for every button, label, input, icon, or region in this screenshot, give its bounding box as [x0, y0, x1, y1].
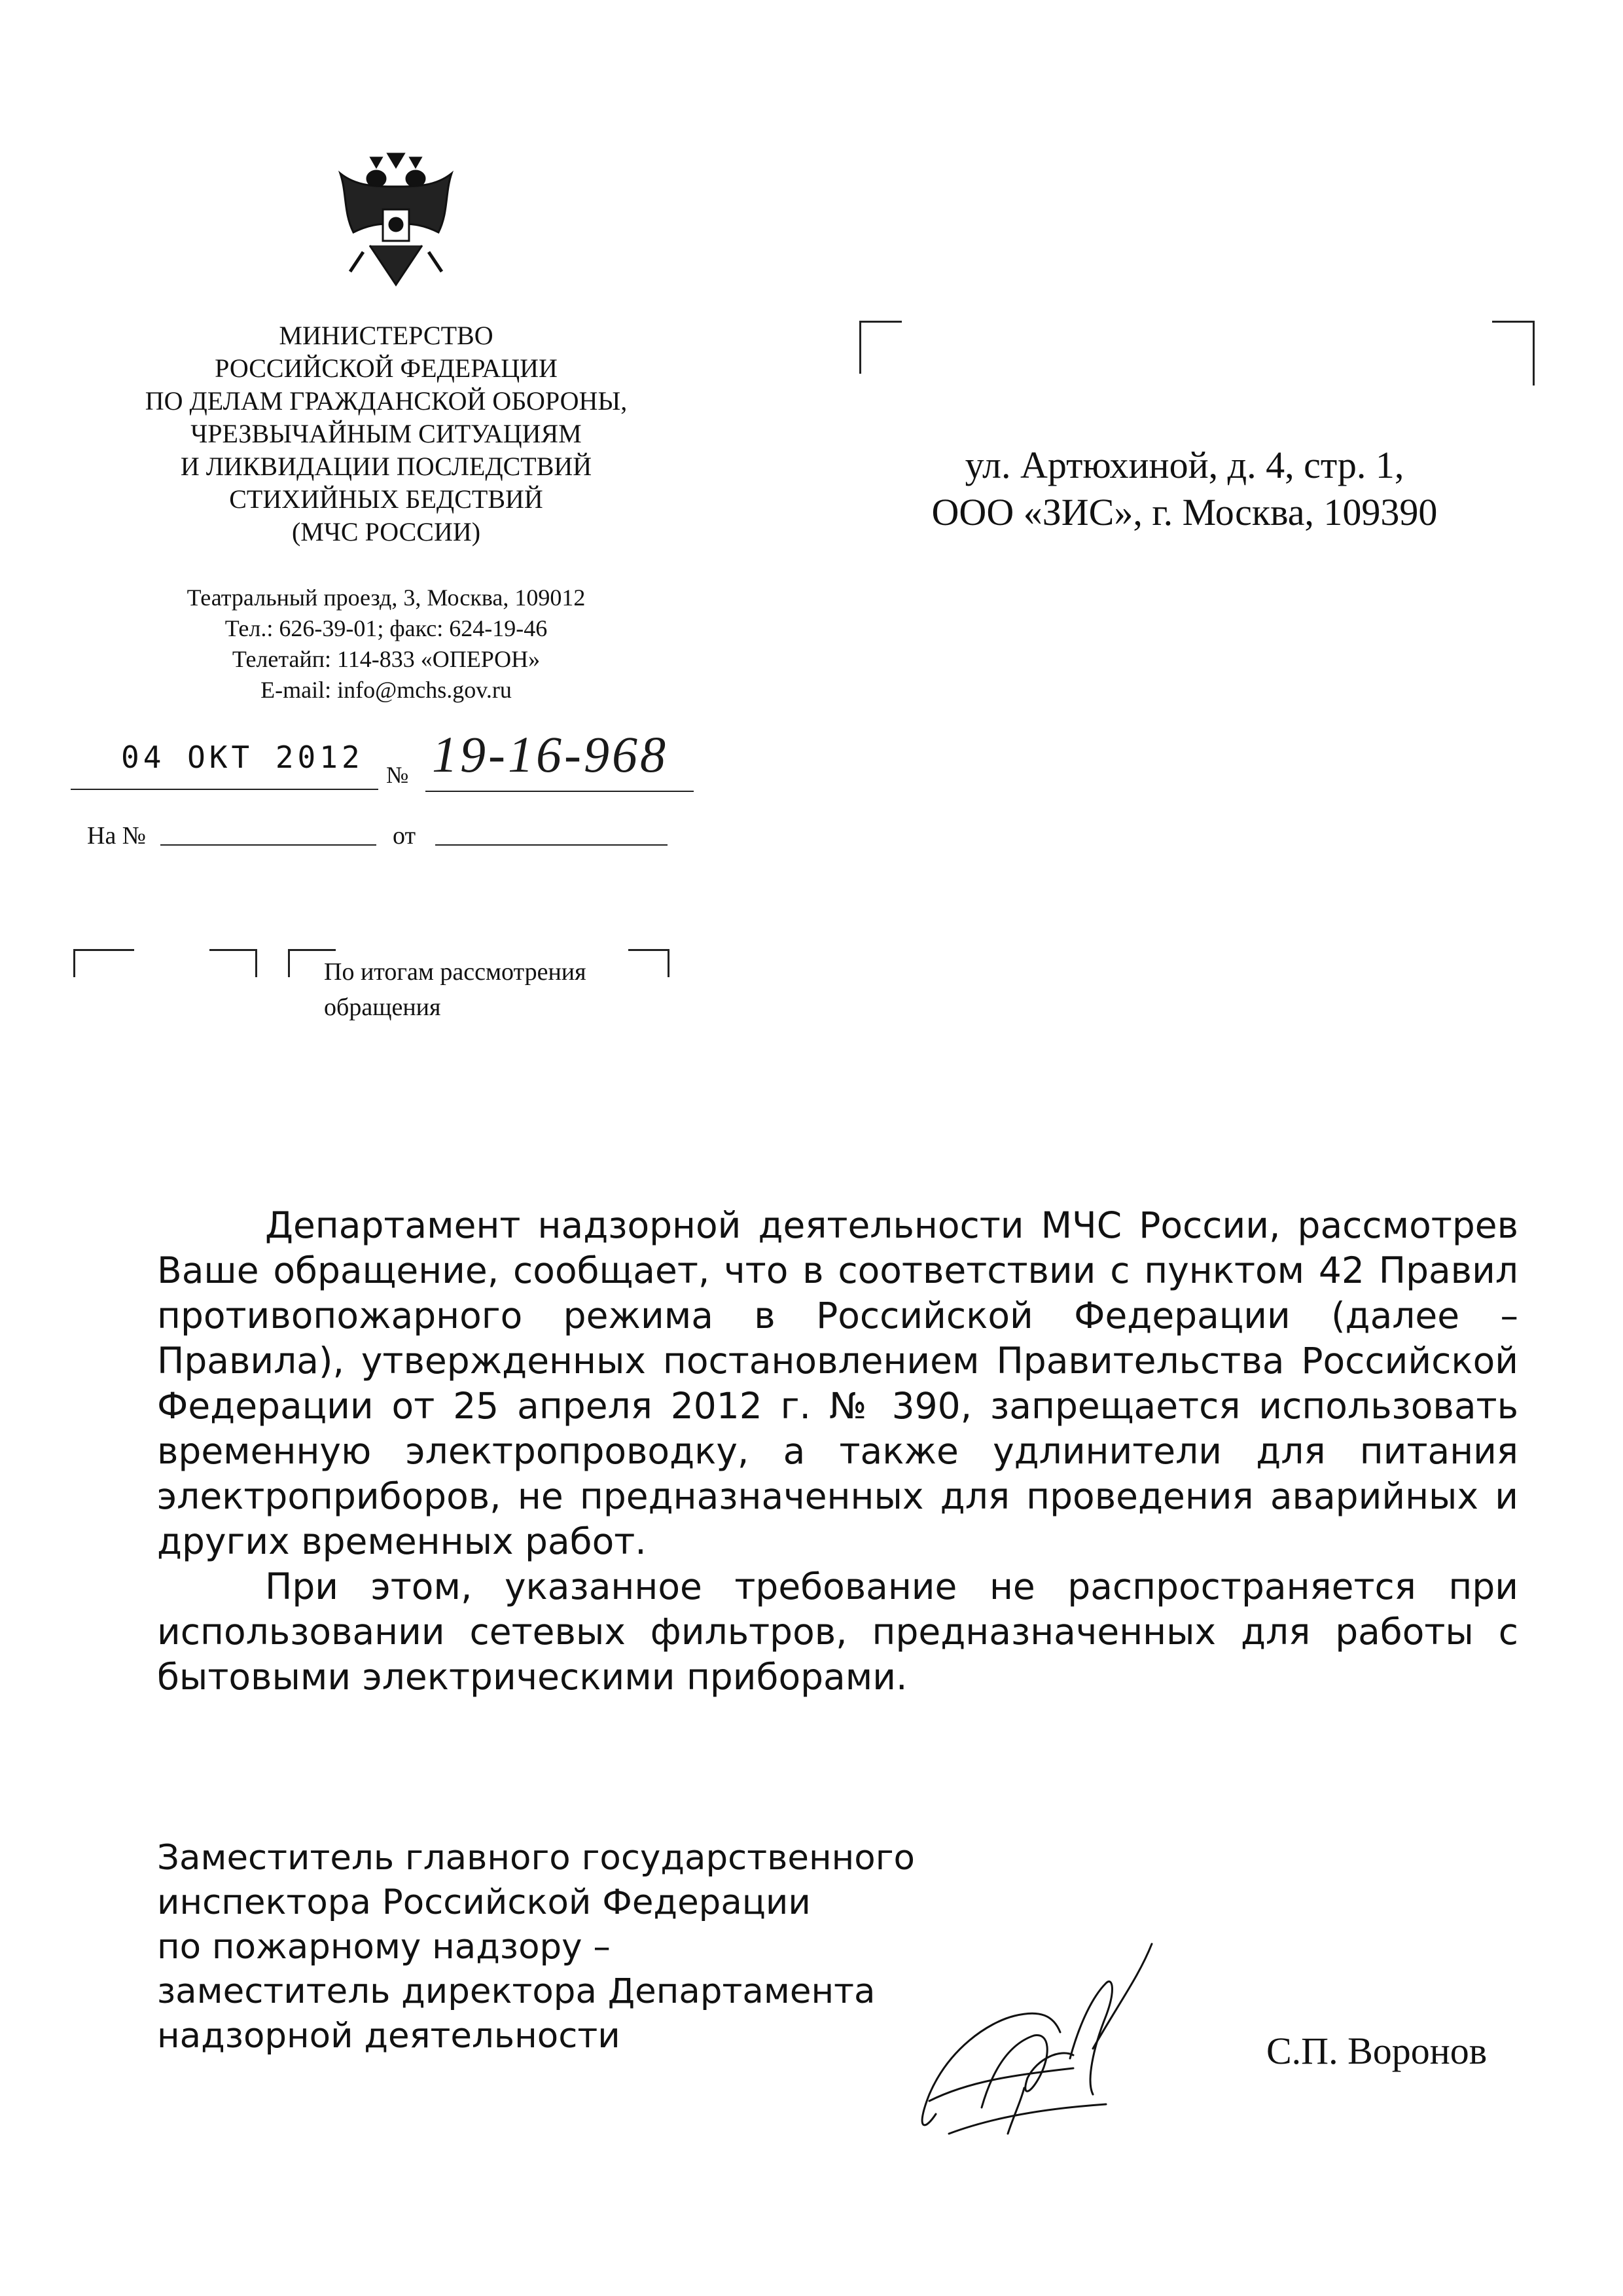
body-paragraph: Департамент надзорной деятельности МЧС России, рассмотрев Ваше обращение, сообщает, что в соответствии с пунктом 42 Правил противопожарного режима в Российской Федерации (далее – Правила), утвержденных постановлением Правительства Российской Федерации от 25 апреля 2012 г. № 390, запрещается использовать временную электропроводку, а также удлинители для питания электроприборов, не предназначенных для проведения аварийных и других временных работ. [157, 1204, 1518, 1562]
reference-number-blank [160, 844, 376, 846]
number-label: № [386, 762, 409, 788]
date-underline [71, 789, 378, 790]
signer-position [157, 1836, 942, 2058]
ministry-contacts [92, 583, 681, 706]
subject-bracket-top-right-inner [628, 949, 669, 977]
signer-position-line: по пожарному надзору – [157, 1927, 611, 1967]
reference-date-blank [435, 844, 668, 846]
ministry-line: МИНИСТЕРСТВО [279, 321, 493, 350]
registration-date-stamp: 04 ОКТ 2012 [121, 740, 364, 775]
handwritten-signature [910, 1918, 1185, 2147]
subject-line [324, 954, 586, 1025]
contact-teletype: Телетайп: 114-833 «ОПЕРОН» [232, 646, 541, 672]
address-bracket-top-left [859, 321, 902, 374]
signer-name: С.П. Воронов [1266, 2030, 1488, 2072]
address-bracket-top-right [1492, 321, 1535, 386]
coat-of-arms-emblem [330, 147, 461, 291]
contact-email: E-mail: info@mchs.gov.ru [260, 677, 512, 703]
reference-date-label: от [393, 822, 416, 850]
ministry-line: СТИХИЙНЫХ БЕДСТВИЙ [229, 484, 543, 514]
ministry-header [92, 319, 681, 548]
letter-body [157, 1203, 1518, 1700]
signer-position-line: инспектора Российской Федерации [157, 1882, 811, 1922]
ministry-line: (МЧС РОССИИ) [291, 517, 481, 547]
contact-phone: Тел.: 626-39-01; факс: 624-19-46 [224, 615, 548, 641]
addressee-line: ООО «ЗИС», г. Москва, 109390 [931, 491, 1438, 533]
ministry-line: РОССИЙСКОЙ ФЕДЕРАЦИИ [215, 353, 558, 383]
signer-position-line: заместитель директора Департамента [157, 1971, 876, 2011]
ministry-line: ПО ДЕЛАМ ГРАЖДАНСКОЙ ОБОРОНЫ, [145, 386, 628, 416]
ministry-line: ЧРЕЗВЫЧАЙНЫМ СИТУАЦИЯМ [190, 419, 582, 448]
addressee-block [890, 442, 1479, 536]
registration-number: 19-16-968 [432, 726, 668, 783]
contact-address: Театральный проезд, 3, Москва, 109012 [187, 584, 586, 611]
subject-bracket-top-right [209, 949, 257, 977]
reference-number-label: На № [87, 822, 147, 850]
subject-bracket-top-left [73, 949, 134, 977]
body-paragraph: При этом, указанное требование не распространяется при использовании сетевых фильтров, предназначенных для работы с бытовыми электрическими приборами. [157, 1566, 1518, 1698]
subject-text: По итогам рассмотрения [324, 958, 586, 986]
signer-position-line: надзорной деятельности [157, 2016, 620, 2056]
number-underline [425, 791, 694, 792]
addressee-line: ул. Артюхиной, д. 4, стр. 1, [965, 444, 1404, 486]
signer-position-line: Заместитель главного государственного [157, 1838, 915, 1878]
subject-text: обращения [324, 994, 441, 1021]
ministry-line: И ЛИКВИДАЦИИ ПОСЛЕДСТВИЙ [180, 452, 592, 481]
